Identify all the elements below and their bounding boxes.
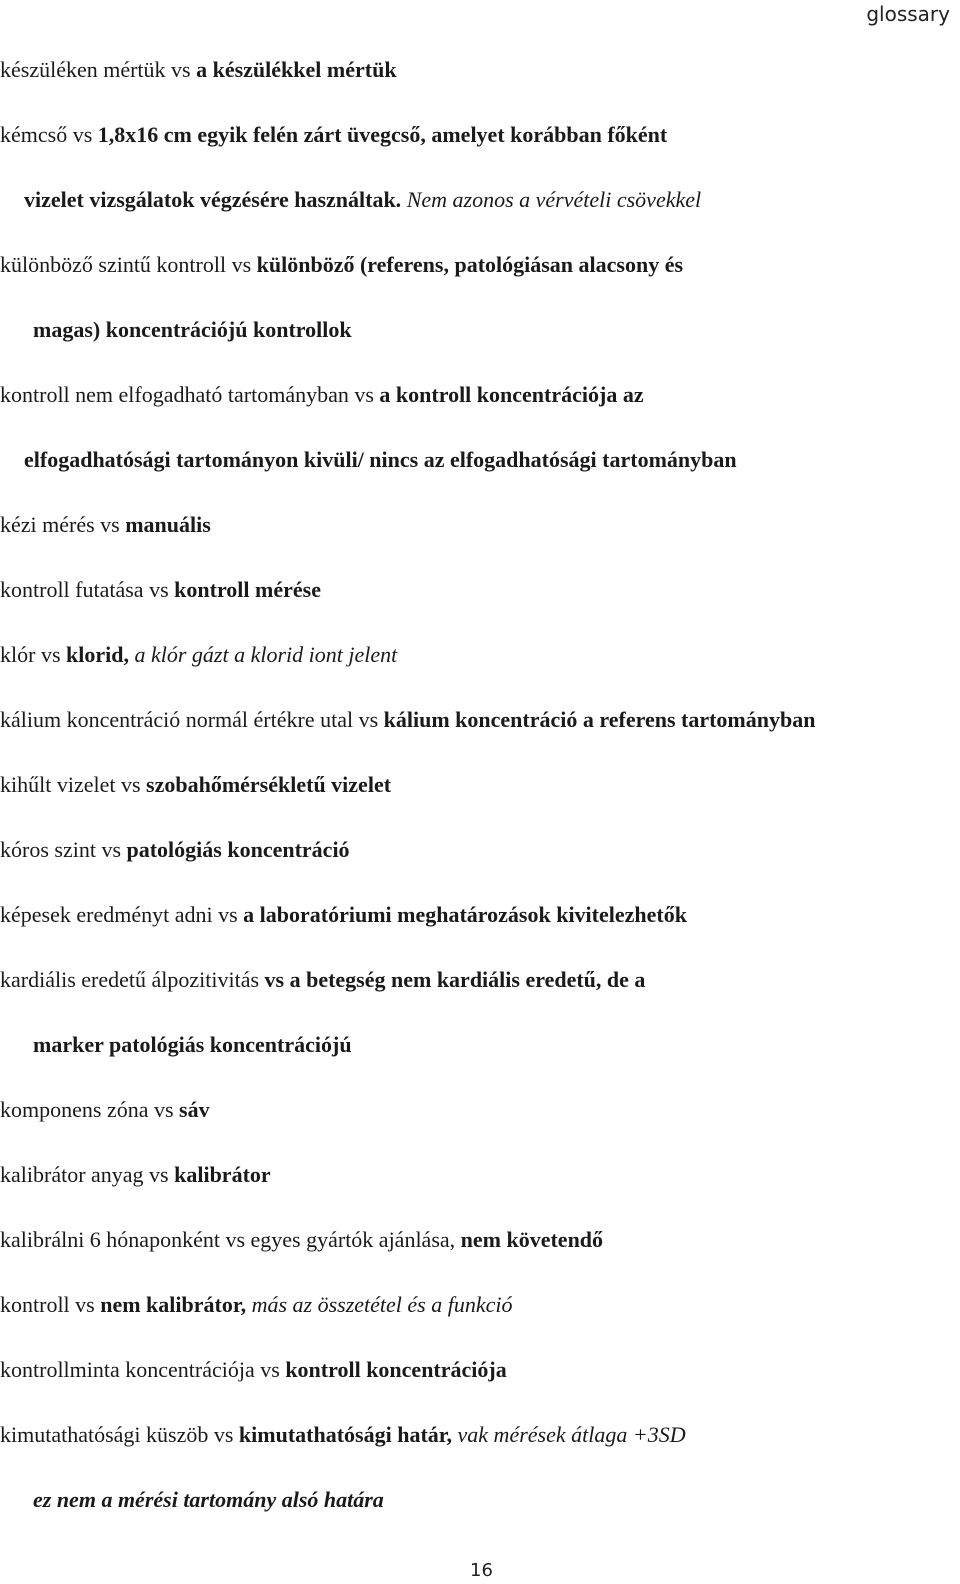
page-number: 16 [470,1560,493,1581]
glossary-line: kontroll futatása vs kontroll mérése [0,577,321,602]
running-header: glossary [866,2,950,26]
glossary-line: kémcső vs 1,8x16 cm egyik felén zárt üvegcső, amelyet korábban főként [0,122,668,147]
glossary-line: kimutathatósági küszöb vs kimutathatósági határ, vak mérések átlaga +3SD [0,1422,686,1447]
glossary-line: készüléken mértük vs a készülékkel mértük [0,57,397,82]
glossary-line-continued: marker patológiás koncentrációjú [33,1032,352,1057]
glossary-line: kalibrátor anyag vs kalibrátor [0,1162,271,1187]
glossary-line: kontroll nem elfogadható tartományban vs a kontroll koncentrációja az [0,382,644,407]
glossary-line: kalibrálni 6 hónaponként vs egyes gyártók ajánlása, nem követendő [0,1227,604,1252]
glossary-line-continued: magas) koncentrációjú kontrollok [33,317,352,342]
glossary-line: kontroll vs nem kalibrátor, más az összetétel és a funkció [0,1292,513,1317]
glossary-line: kóros szint vs patológiás koncentráció [0,837,350,862]
glossary-line: kézi mérés vs manuális [0,512,211,537]
glossary-line: kardiális eredetű álpozitivitás vs a betegség nem kardiális eredetű, de a [0,967,646,992]
glossary-line: kontrollminta koncentrációja vs kontroll koncentrációja [0,1357,507,1382]
glossary-line-continued: vizelet vizsgálatok végzésére használtak. Nem azonos a vérvételi csövekkel [24,187,702,212]
glossary-line: különböző szintű kontroll vs különböző (referens, patológiásan alacsony és [0,252,684,277]
glossary-line: képesek eredményt adni vs a laboratóriumi meghatározások kivitelezhetők [0,902,687,927]
glossary-line-continued: elfogadhatósági tartományon kivüli/ nincs az elfogadhatósági tartományban [24,447,737,472]
glossary-line: komponens zóna vs sáv [0,1097,210,1122]
glossary-line: kálium koncentráció normál értékre utal vs kálium koncentráció a referens tartományban [0,707,816,732]
glossary-line: kihűlt vizelet vs szobahőmérsékletű vizelet [0,772,392,797]
glossary-line-continued: ez nem a mérési tartomány alsó határa [33,1487,384,1512]
glossary-line: klór vs klorid, a klór gázt a klorid iont jelent [0,642,398,667]
